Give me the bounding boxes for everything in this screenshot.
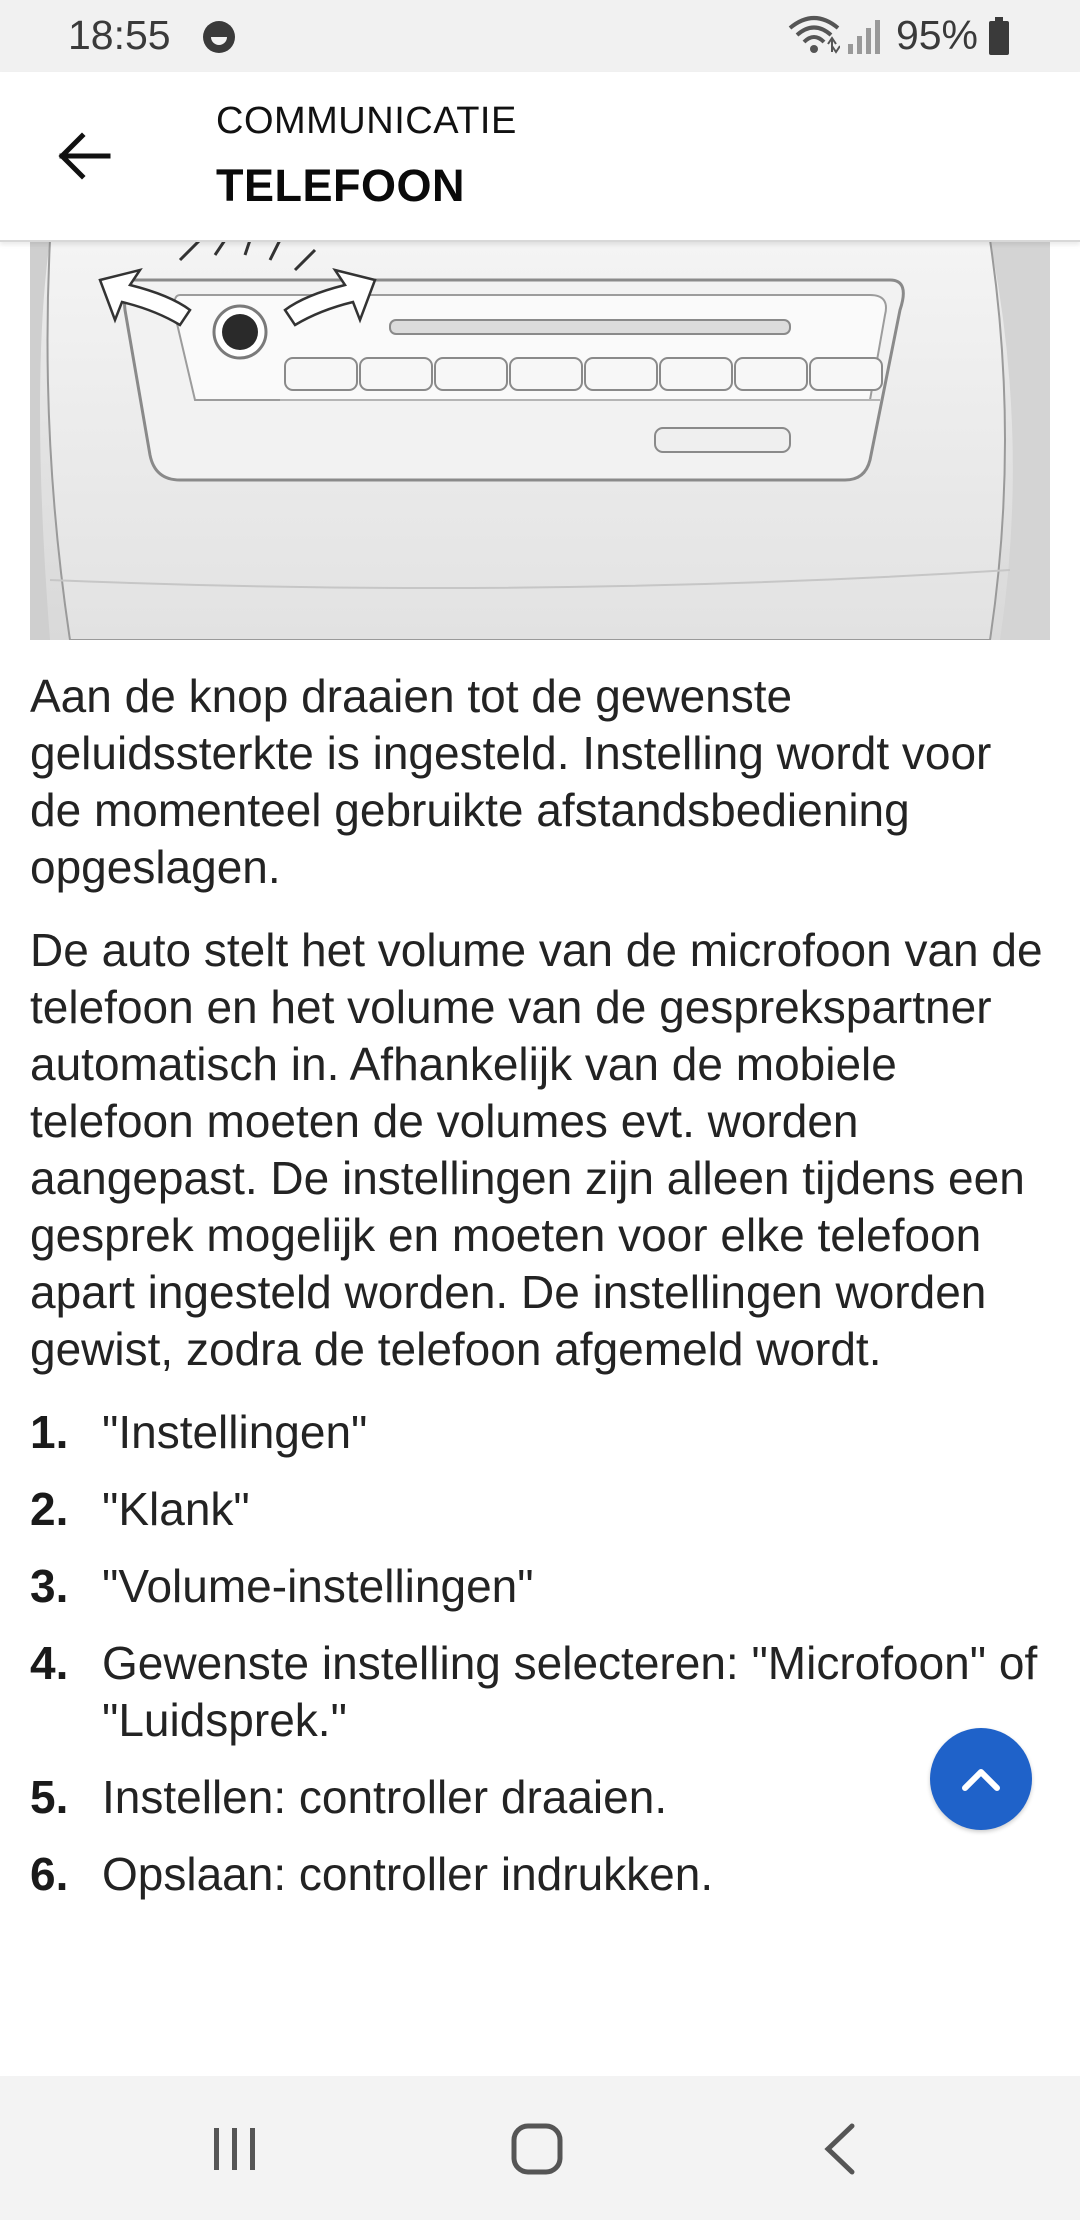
recents-icon[interactable] (210, 2124, 260, 2174)
step-text: Gewenste instelling selecteren: "Microfoon" of "Luidsprek." (102, 1637, 1038, 1746)
step-number: 3. (30, 1560, 69, 1612)
home-icon[interactable] (510, 2122, 564, 2176)
steps-list (30, 1404, 1050, 1903)
step-number: 4. (30, 1637, 69, 1689)
page-title: TELEFOON (216, 160, 465, 211)
wifi-icon (788, 14, 840, 58)
list-item (30, 1769, 1050, 1826)
back-icon[interactable] (820, 2122, 860, 2176)
step-text: "Klank" (102, 1483, 250, 1535)
step-text: "Instellingen" (102, 1406, 368, 1458)
paragraph: Aan de knop draaien tot de gewenste geluidssterkte is ingesteld. Instelling wordt voor de momenteel gebruikte afstandsbediening opgeslagen. (30, 670, 992, 893)
status-icons (788, 12, 1010, 59)
list-item (30, 1404, 1050, 1461)
app-bar (0, 72, 1080, 242)
dashboard-illustration (30, 240, 1050, 640)
list-item (30, 1481, 1050, 1538)
chevron-up-icon (959, 1764, 1003, 1794)
arrow-left-icon (56, 132, 112, 180)
list-item (30, 1635, 1050, 1749)
step-number: 1. (30, 1406, 69, 1458)
signal-icon (846, 16, 882, 56)
status-bar (0, 0, 1080, 72)
step-number: 2. (30, 1483, 69, 1535)
battery-percent: 95% (895, 12, 978, 58)
back-button[interactable] (52, 124, 116, 188)
section-supertitle: COMMUNICATIE (216, 100, 517, 142)
battery-icon (988, 17, 1010, 55)
step-text: Instellen: controller draaien. (102, 1771, 668, 1823)
system-nav-bar (0, 2076, 1080, 2220)
step-number: 5. (30, 1771, 69, 1823)
status-time: 18:55 (68, 12, 171, 58)
step-number: 6. (30, 1848, 69, 1900)
scroll-to-top-button[interactable] (930, 1728, 1032, 1830)
list-item (30, 1846, 1050, 1903)
face-icon (202, 20, 236, 54)
step-text: Opslaan: controller indrukken. (102, 1848, 714, 1900)
article-content (30, 668, 1050, 1923)
step-text: "Volume-instellingen" (102, 1560, 534, 1612)
list-item (30, 1558, 1050, 1615)
paragraph: De auto stelt het volume van de microfoon van de telefoon en het volume van de gesprekspartner automatisch in. Afhankelijk van de mobiele telefoon moeten de volumes evt. worden aangepast. De instellingen zijn alleen tijdens een gesprek mogelijk en moeten voor elke telefoon apart ingesteld worden. De instellingen worden gewist, zodra de telefoon afgemeld wordt. (30, 924, 1043, 1375)
